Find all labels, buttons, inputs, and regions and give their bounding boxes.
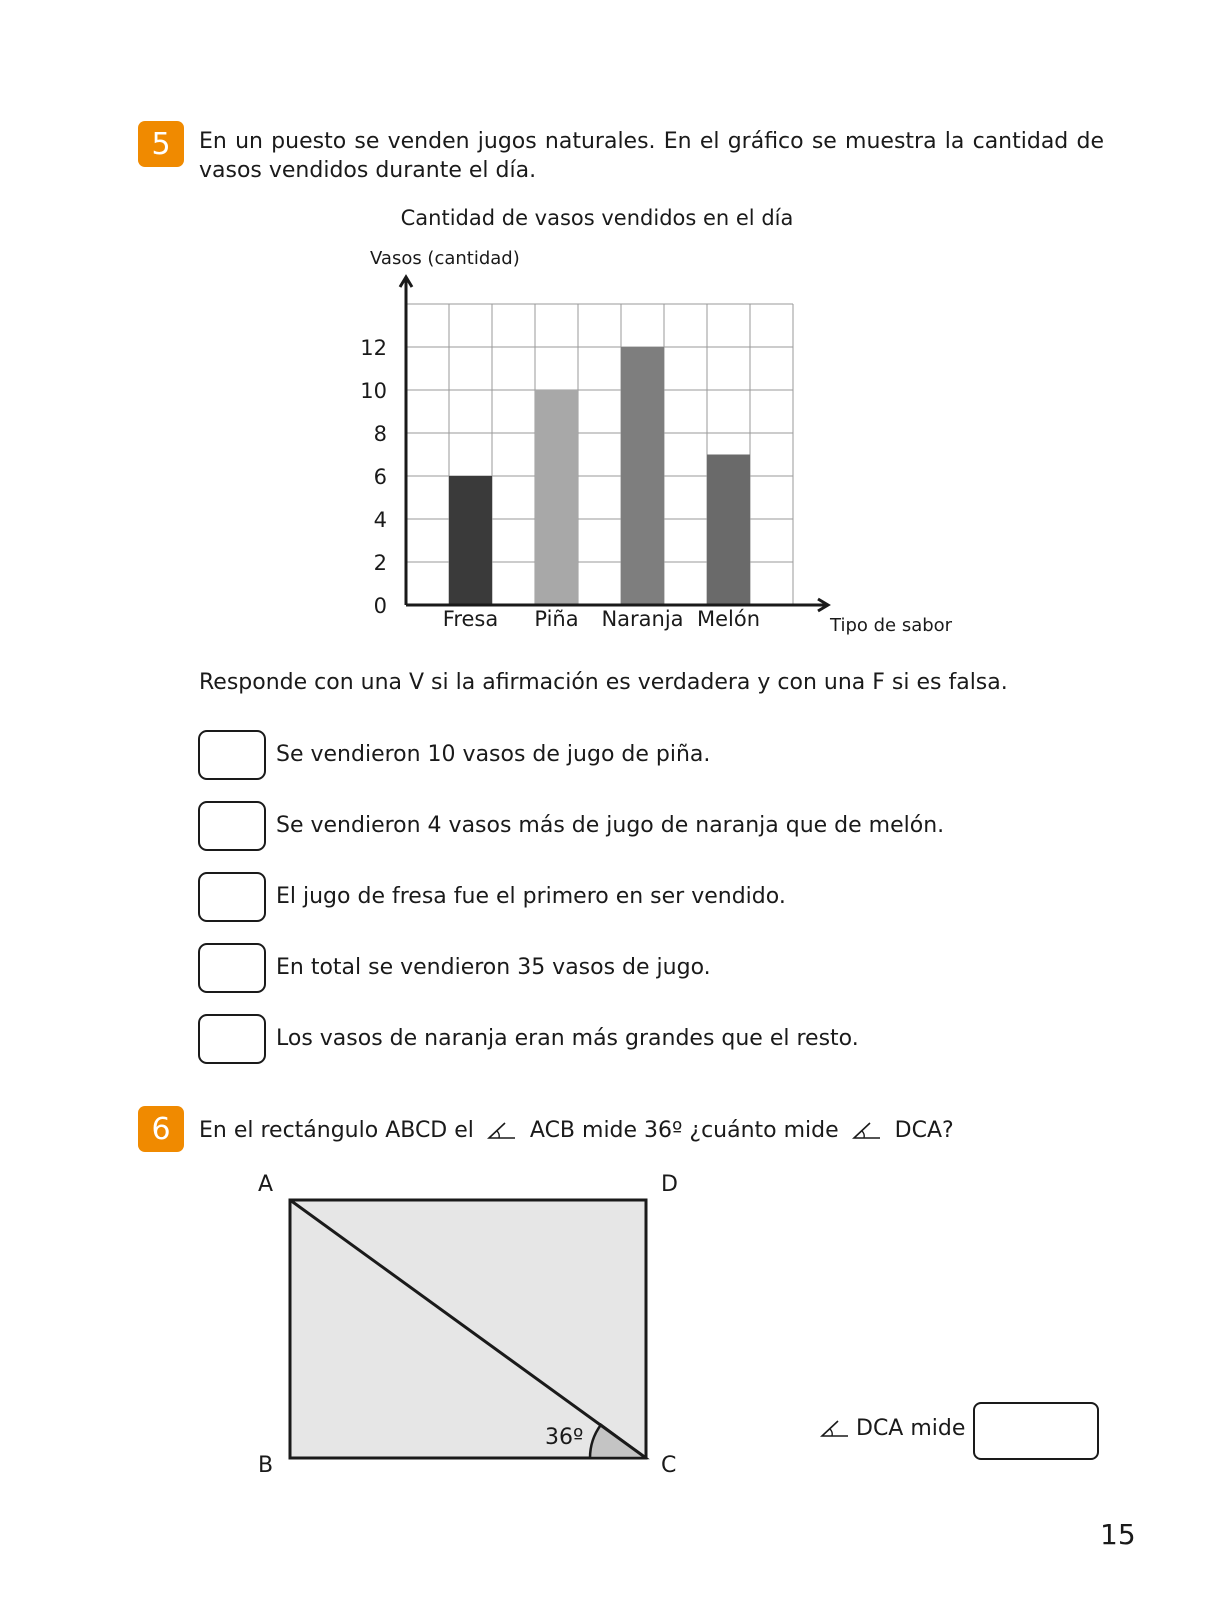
statement-text: Los vasos de naranja eran más grandes que el resto.	[276, 1026, 859, 1051]
chart-title: Cantidad de vasos vendidos en el día	[400, 206, 794, 230]
vertex-a-label: A	[258, 1172, 274, 1197]
answer-label-text: DCA mide	[856, 1416, 966, 1441]
vertex-c-label: C	[661, 1453, 677, 1478]
x-axis-label: Tipo de sabor	[830, 615, 953, 635]
y-axis-ticks	[360, 336, 387, 618]
angle-symbol-icon	[820, 1418, 850, 1438]
answer-box[interactable]	[198, 801, 266, 851]
bar-chart	[360, 205, 960, 635]
statement-text: Se vendieron 4 vasos más de jugo de naranja que de melón.	[276, 813, 945, 838]
angle-symbol-icon	[487, 1120, 517, 1140]
y-tick-label: 12	[360, 336, 387, 360]
y-tick-label: 2	[373, 551, 387, 575]
statement-text: El jugo de fresa fue el primero en ser vendido.	[276, 884, 786, 909]
rectangle-figure	[250, 1168, 690, 1478]
statement-text: Se vendieron 10 vasos de jugo de piña.	[276, 742, 711, 767]
question-6-badge: 6	[138, 1106, 184, 1152]
angle-symbol-icon	[852, 1120, 882, 1140]
answer-box[interactable]	[198, 872, 266, 922]
instruction-text: Responde con una V si la afirmación es verdadera y con una F si es falsa.	[199, 670, 1008, 695]
question-6-text-part1: En el rectángulo ABCD el	[199, 1118, 474, 1143]
question-5-badge: 5	[138, 121, 184, 167]
y-tick-label: 8	[373, 422, 387, 446]
question-6-text-part2: ACB mide 36º ¿cuánto mide	[529, 1118, 839, 1143]
answer-box[interactable]	[198, 1014, 266, 1064]
dca-answer-box[interactable]	[973, 1402, 1099, 1460]
bar-fresa	[449, 476, 492, 605]
y-tick-label: 4	[373, 508, 387, 532]
page-number: 15	[1100, 1518, 1136, 1551]
x-tick-label: Piña	[534, 607, 579, 631]
y-axis-label: Vasos (cantidad)	[370, 248, 520, 269]
y-tick-label: 6	[373, 465, 387, 489]
y-tick-label: 10	[360, 379, 387, 403]
bar-melón	[707, 455, 750, 606]
x-axis-categories	[443, 607, 760, 631]
bar-piña	[535, 390, 578, 605]
question-6-text	[199, 1116, 954, 1145]
question-6-text-part3: DCA?	[894, 1118, 954, 1143]
answer-box[interactable]	[198, 730, 266, 780]
question-5-text: En un puesto se venden jugos naturales. En el gráfico se muestra la cantidad de vasos vendidos durante el día.	[199, 129, 1104, 183]
vertex-b-label: B	[258, 1453, 274, 1478]
vertex-d-label: D	[661, 1172, 678, 1197]
x-tick-label: Fresa	[442, 607, 499, 631]
answer-box[interactable]	[198, 943, 266, 993]
bar-naranja	[621, 347, 664, 605]
x-tick-label: Naranja	[601, 607, 684, 631]
angle-36-label: 36º	[545, 1425, 584, 1450]
statement-text: En total se vendieron 35 vasos de jugo.	[276, 955, 711, 980]
answer-label	[820, 1416, 965, 1441]
x-tick-label: Melón	[696, 607, 761, 631]
y-tick-label: 0	[373, 594, 387, 618]
